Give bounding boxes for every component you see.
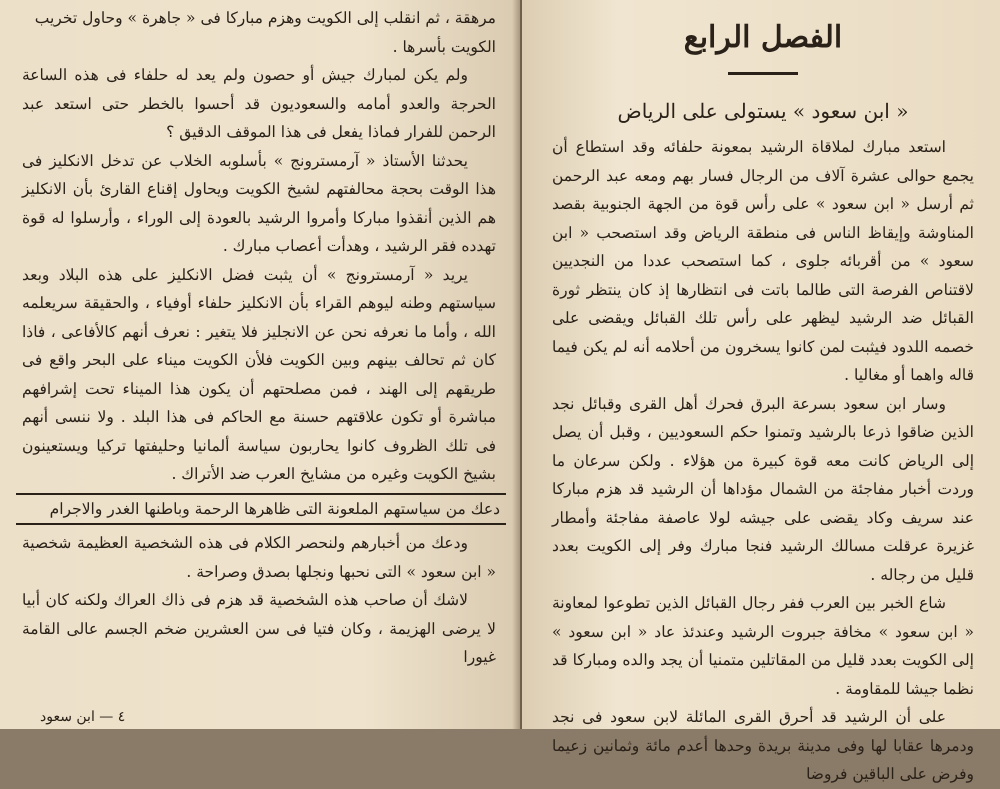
right-paragraph-2: وسار ابن سعود بسرعة البرق فحرك أهل القرى وقبائل نجد الذين ضاقوا ذرعا بالرشيد وتمنوا حكم السعوديين ، وقبل أن يصل إلى الرياض كانت معه قوة كبيرة من هؤلاء . ولكن سرعان ما وردت أخبار مفاجئة من الشمال مؤداها أن الرشيد قد هزم مباركا عند سريف وكاد يقضى على جيشه لولا عاصفة مفاجئة وأمطار غزيرة عرقلت مسالك الرشيد فنجا مبارك وفر إلى الكويت بعدد قليل من رجاله .	[552, 394, 974, 584]
right-page-text	[552, 0, 974, 789]
section-title: « ابن سعود » يستولى على الرياض	[617, 99, 909, 123]
page-footer: ٤ — ابن سعود	[40, 709, 126, 725]
right-paragraph-1: استعد مبارك لملاقاة الرشيد بمعونة حلفائه وقد استطاع أن يجمع حوالى عشرة آلاف من الرجال فسار بهم ومعه عبد الرحمن ثم أرسل « ابن سعود » على رأس قوة من الجهة الجنوبية بقصد المناوشة وإيقاظ الناس فى منطقة الرياض وقد استصحب « ابن سعود » من أقربائه جلوى ، كما استصحب عددا من النجديين لاقتناص الفرصة التى طالما باتت فى انتظارها إذ كان ينتظر ثورة القبائل ضد الرشيد ليظهر على رأس تلك القبائل ويقضى على خصمه اللدود فيثبت لمن كانوا يسخرون من أحلامه أنه لم يكن فيما قاله واهما أو مغاليا .	[552, 138, 974, 384]
left-underlined-sentence: دعك من سياستهم الملعونة التى ظاهرها الرحمة وباطنها الغدر والاجرام	[16, 493, 506, 526]
right-paragraph-4: على أن الرشيد قد أحرق القرى المائلة لابن سعود فى نجد ودمرها عقابا لها وفى مدينة بريدة وحدها أعدم مائة وثمانين زعيما وفرض على الباقين فروضا	[552, 708, 974, 783]
left-page-text	[22, 4, 500, 672]
left-top-note: مرهقة ، ثم انقلب إلى الكويت وهزم مباركا فى « جاهرة » وحاول تخريب	[34, 9, 496, 27]
left-paragraph-7: لاشك أن صاحب هذه الشخصية قد هزم فى ذاك العراك ولكنه كان أبيا لا يرضى الهزيمة ، وكان فتيا فى سن العشرين ضخم الجسم عالى القامة غيورا	[22, 591, 496, 666]
left-paragraph-4: يريد « آرمسترونج » أن يثبت فضل الانكليز على هذه البلاد وبعد سياستهم وطنه ليوهم القراء بأن الانكليز حلفاء أوفياء ، والحقيقة سريعلمه الله ، وأما ما نعرفه نحن عن الانجليز فلا يتغير : نعرف أنهم كالأفاعى ، فاذا كان ثم تحالف بينهم وبين الكويت فلأن الكويت ميناء على البحر واقع فى طريقهم إلى الهند ، فمن مصلحتهم أن يكون هذا الميناء تحت إشرافهم مباشرة أو تكون علاقتهم حسنة مع الحاكم فى هذا البلد . ولا ننسى أنهم فى تلك الظروف كانوا يحاربون سياسة ألمانيا وحليفتها تركيا ويستعينون بشيخ الكويت وغيره من مشايخ العرب ضد الأتراك .	[22, 265, 496, 483]
left-paragraph-6: ودعك من أخبارهم ولنحصر الكلام فى هذه الشخصية العظيمة شخصية « ابن سعود » التى نحبها ونجلها بصدق وصراحة .	[22, 534, 496, 581]
left-page	[0, 0, 520, 729]
left-paragraph-1: الكويت بأسرها .	[392, 37, 496, 56]
right-paragraph-3: شاع الخبر بين العرب ففر رجال القبائل الذين تطوعوا لمعاونة « ابن سعود » مخافة جبروت الرشيد وعندئذ عاد « ابن سعود » إلى الكويت بعدد قليل من المقاتلين متمنيا أن يجد والده ومباركا قد نظما جيشا للمقاومة .	[552, 594, 974, 698]
left-paragraph-3: يحدثنا الأستاذ « آرمسترونج » بأسلوبه الخلاب عن تدخل الانكليز فى هذا الوقت بحجة محالفتهم لشيخ الكويت ويحاول إقناع القارئ بأن الانكليز هم الذين أنقذوا مباركا وأمروا الرشيد بالعودة إلى الوراء ، وأرسلوا له قوة تهدده فقر الرشيد ، وهدأت أعصاب مبارك .	[22, 151, 496, 255]
right-page	[522, 0, 1000, 783]
chapter-divider	[728, 72, 798, 75]
chapter-title: الفصل الرابع	[683, 20, 843, 55]
left-paragraph-2: ولم يكن لمبارك جيش أو حصون ولم يعد له حلفاء فى هذه الساعة الحرجة والعدو أمامه والسعوديون قد أحسوا بالخطر حتى استعد عبد الرحمن للفرار فماذا يفعل فى هذا الموقف الدقيق ؟	[22, 66, 496, 141]
